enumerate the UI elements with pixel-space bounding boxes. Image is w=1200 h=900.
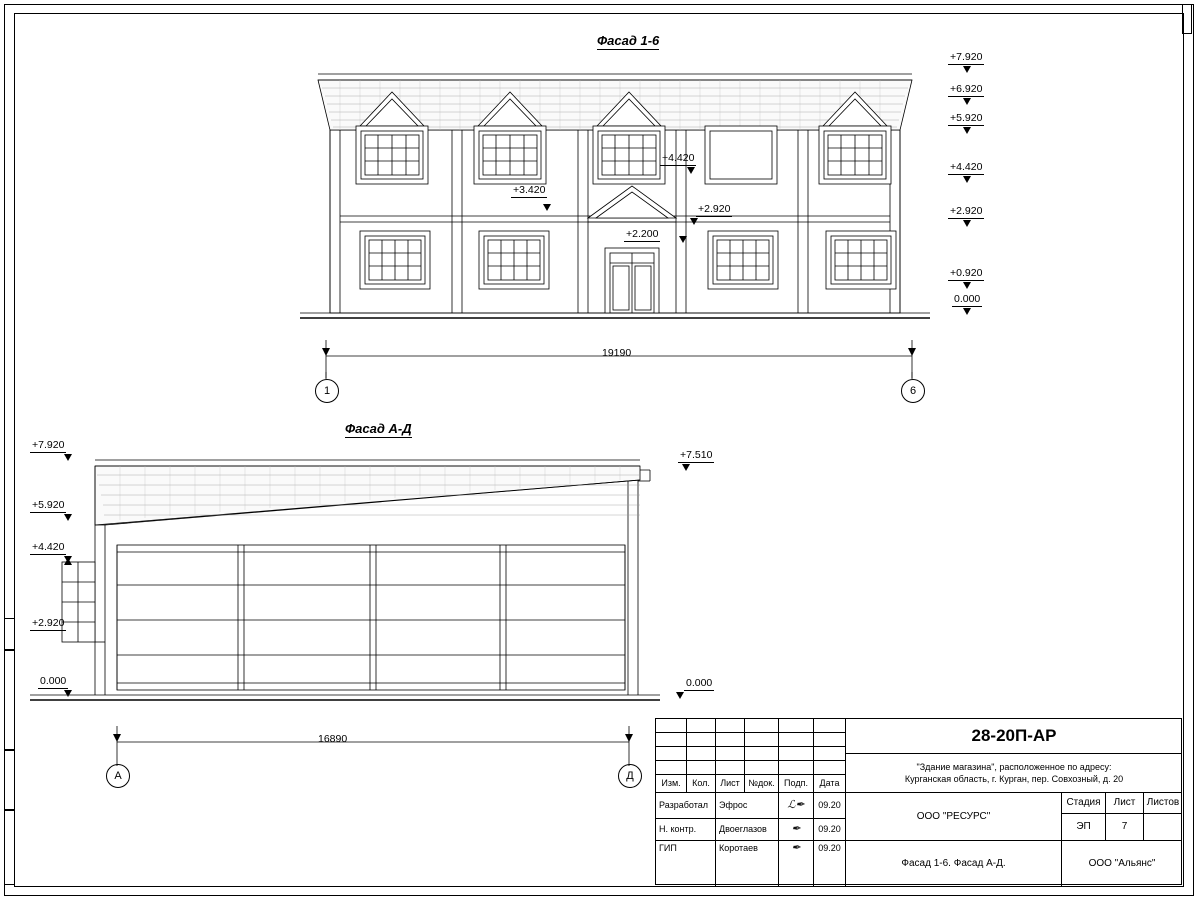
- level-arrow-icon: [963, 98, 971, 105]
- level-mark-ad-2920: +2.920: [32, 617, 65, 629]
- level-arrow-icon: [690, 218, 698, 225]
- row-date-developer: 09.20: [814, 793, 846, 819]
- level-arrow-icon: [679, 236, 687, 243]
- revision-cell: [716, 761, 745, 775]
- revision-cell: [814, 733, 846, 747]
- title-block: [655, 718, 1182, 885]
- company-name: ООО "Альянс": [1088, 857, 1156, 869]
- row-name-gip: Коротаев: [716, 841, 779, 886]
- level-arrow-icon: [543, 204, 551, 211]
- facade-1-6-title: Фасад 1-6: [597, 33, 660, 48]
- level-arrow-icon: [682, 464, 690, 471]
- facade-ad-title: Фасад А-Д: [345, 421, 412, 436]
- level-mark-ad-5920: +5.920: [32, 499, 65, 511]
- revision-cell: [716, 747, 745, 761]
- sheets-label: Листов: [1144, 793, 1182, 814]
- row-date-controller: 09.20: [814, 819, 846, 841]
- level-arrow-icon: [963, 66, 971, 73]
- column-header-izm: Изм.: [656, 775, 687, 793]
- column-header-ndok: №док.: [745, 775, 779, 793]
- revision-cell: [716, 719, 745, 733]
- level-arrow-icon: [676, 692, 684, 699]
- stage-label: Стадия: [1062, 793, 1106, 814]
- drawing-title: Фасад 1-6. Фасад А-Д.: [846, 841, 1062, 886]
- level-mark-ad-4420: +4.420: [32, 541, 65, 553]
- level-arrow-icon: [963, 176, 971, 183]
- revision-cell: [814, 747, 846, 761]
- revision-cell: [779, 761, 814, 775]
- level-mark-2200: +2.200: [626, 228, 659, 240]
- axis-mark-6: 6: [901, 379, 925, 403]
- row-role-developer: Разработал: [656, 793, 716, 819]
- level-mark-ad-0000: 0.000: [40, 675, 67, 687]
- level-arrow-icon: [963, 220, 971, 227]
- sheets-value: [1144, 814, 1182, 841]
- row-role-controller: Н. контр.: [656, 819, 716, 841]
- row-name-developer: Эфрос: [716, 793, 779, 819]
- revision-cell: [814, 761, 846, 775]
- revision-cell: [779, 719, 814, 733]
- level-mark-ad-7920: +7.920: [32, 439, 65, 451]
- stage-value: ЭП: [1062, 814, 1106, 841]
- level-mark-0920: +0.920: [950, 267, 983, 279]
- object-description: [846, 754, 1182, 793]
- sheet-label: Лист: [1106, 793, 1144, 814]
- level-arrow-icon: [687, 167, 695, 174]
- revision-cell: [745, 733, 779, 747]
- level-mark-0000-right: 0.000: [954, 293, 981, 305]
- axis-mark-1: 1: [315, 379, 339, 403]
- revision-cell: [687, 733, 716, 747]
- row-signature-developer: ℒ✒: [779, 793, 814, 819]
- level-mark-ad-7510: +7.510: [680, 449, 713, 461]
- column-header-kol: Кол.: [687, 775, 716, 793]
- level-arrow-icon: [963, 282, 971, 289]
- level-arrow-icon: [64, 454, 72, 461]
- revision-cell: [745, 761, 779, 775]
- drawing-code: 28-20П-АР: [846, 719, 1182, 754]
- level-arrow-up-icon: [64, 558, 72, 565]
- dimension-16890: 16890: [318, 733, 348, 745]
- level-arrow-icon: [64, 690, 72, 697]
- level-arrow-icon: [64, 514, 72, 521]
- level-mark-4420-inner: +4.420: [662, 152, 695, 164]
- row-date-gip: 09.20: [814, 841, 846, 886]
- object-line-2: Курганская область, г. Курган, пер. Совхозный, д. 20: [904, 774, 1124, 784]
- level-mark-6920: +6.920: [950, 83, 983, 95]
- organization-name: ООО "РЕСУРС": [846, 793, 1062, 841]
- sheet-value: 7: [1106, 814, 1144, 841]
- level-mark-2920-right: +2.920: [950, 205, 983, 217]
- level-mark-4420-right: +4.420: [950, 161, 983, 173]
- object-line-1: "Здание магазина", расположенное по адресу:: [916, 761, 1112, 772]
- row-signature-controller: ✒: [779, 819, 814, 841]
- dimension-19190: 19190: [602, 347, 632, 359]
- column-header-podp: Подп.: [779, 775, 814, 793]
- level-mark-5920: +5.920: [950, 112, 983, 124]
- revision-cell: [687, 719, 716, 733]
- revision-cell: [716, 733, 745, 747]
- row-signature-gip: ✒: [779, 841, 814, 886]
- revision-cell: [687, 747, 716, 761]
- revision-cell: [656, 761, 687, 775]
- level-mark-7920: +7.920: [950, 51, 983, 63]
- revision-cell: [779, 747, 814, 761]
- revision-cell: [814, 719, 846, 733]
- axis-mark-a: А: [106, 764, 130, 788]
- revision-cell: [656, 733, 687, 747]
- level-mark-2920-inner: +2.920: [698, 203, 731, 215]
- column-header-list: Лист: [716, 775, 745, 793]
- level-arrow-icon: [963, 308, 971, 315]
- level-arrow-icon: [963, 127, 971, 134]
- revision-cell: [656, 719, 687, 733]
- row-name-controller: Двоеглазов: [716, 819, 779, 841]
- revision-cell: [779, 733, 814, 747]
- revision-cell: [687, 761, 716, 775]
- column-header-data: Дата: [814, 775, 846, 793]
- row-role-gip: ГИП: [656, 841, 716, 886]
- revision-cell: [656, 747, 687, 761]
- level-mark-3420: +3.420: [513, 184, 546, 196]
- revision-cell: [745, 747, 779, 761]
- level-mark-ad-0000-right: 0.000: [686, 677, 713, 689]
- axis-mark-d: Д: [618, 764, 642, 788]
- revision-cell: [745, 719, 779, 733]
